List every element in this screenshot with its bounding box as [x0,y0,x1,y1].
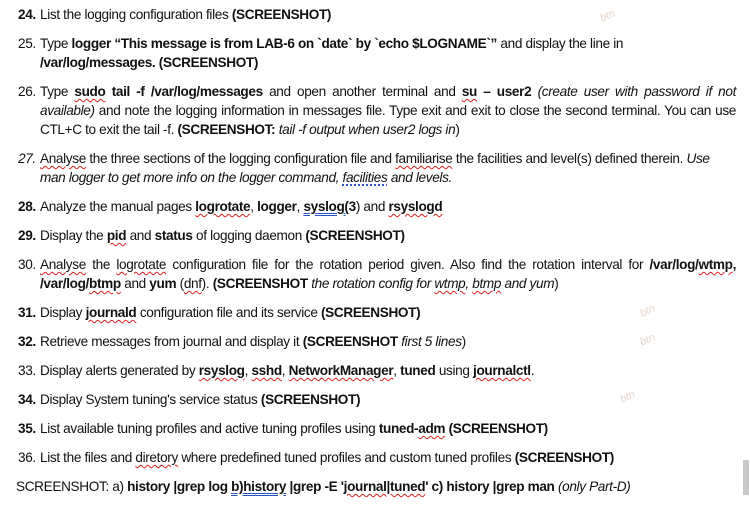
list-item [18,226,736,245]
text-run: using [435,363,474,378]
item-text [40,34,736,72]
list-item [18,332,736,351]
screenshot-footer [16,477,736,496]
misspelled-word: logrotate [195,199,251,214]
item-number: 32. [18,334,36,349]
item-number: 24. [18,7,36,22]
item-text [40,419,736,438]
misspelled-word: journald [85,305,137,320]
text-run: the rotation config for [307,276,435,291]
text-run: and [126,228,155,243]
text-run: logger “This message is from LAB-6 on `date` by `echo $LOGNAME`” [71,36,497,51]
watermark: btn [638,331,658,349]
text-run: ' c) history |grep man [425,479,558,494]
misspelled-word: NetworkManager [288,363,394,378]
text-run: tail -f /var/log/messages [105,84,263,99]
text-run: ) and [355,199,389,214]
text-run: Display the [40,228,107,243]
text-run: , [244,363,252,378]
misspelled-word: journal|tuned [343,479,426,494]
list-item [18,390,736,409]
text-run: syslog( [303,199,349,214]
text-run: status [154,228,193,243]
item-number: 29. [18,228,36,243]
text-run: ) [554,276,559,291]
text-run: and display the line in [497,36,624,51]
text-run: Display alerts generated by [40,363,199,378]
text-run: and note the logging information in messages file. Type exit and exit to close the second terminal. You can use CTL+C to exit the tail -f. [40,103,736,137]
text-run: Retrieve messages from journal and display it [40,334,303,349]
text-run: ). [201,276,213,291]
text-run: and levels. [387,170,452,185]
text-run: Type [40,36,72,51]
misspelled-word: wtmp [434,276,466,291]
text-run: , /var/log/ [40,257,736,291]
text-run: b)history [231,479,287,494]
text-run: (SCREENSHOT: [177,122,276,137]
watermark: btn [638,302,658,320]
misspelled-word: wtmp [698,257,733,272]
item-number: 25. [18,36,36,51]
text-run: SCREENSHOT: a) [16,479,128,494]
misspelled-word: Analyse [40,257,86,272]
misspelled-word: sudo [74,84,106,99]
text-run: ) [455,122,460,137]
misspelled-word: pid [106,228,127,243]
text-run: ( [176,276,184,291]
item-number: 33. [18,363,36,378]
item-number: 30. [18,257,36,272]
text-run: (create user with password if not available) [40,84,737,118]
item-text [40,361,736,380]
text-run: List the files and [40,450,136,465]
list-item [18,361,736,380]
item-text [40,5,736,24]
text-run: (SCREENSHOT [212,276,308,291]
item-number: 36. [18,450,36,465]
misspelled-word: dnf [183,276,202,291]
misspelled-word: btmp [88,276,121,291]
misspelled-word: sshd [251,363,282,378]
text-run: (SCREENSHOT) [448,421,548,436]
list-item [18,419,736,438]
list-item [18,149,736,187]
text-run: (only Part-D) [557,479,631,494]
text-run: /var/log/ [649,257,699,272]
text-run: configuration file and its service [136,305,321,320]
misspelled-word: rsyslog [198,363,245,378]
text-run: first 5 lines [397,334,462,349]
text-run: yum [149,276,177,291]
item-text [40,197,736,216]
text-run: Display System tuning's service status [40,392,261,407]
item-number: 27. [18,151,36,166]
item-number: 31. [18,305,36,320]
text-run: Use man logger to get more info on the logger command, [40,151,710,185]
list-item [18,34,736,72]
item-number: 28. [18,199,36,214]
list-item [18,448,736,467]
item-number: 34. [18,392,36,407]
text-run: , [465,276,473,291]
text-run: tuned- [378,421,419,436]
text-run: and yum [501,276,555,291]
misspelled-word: logrotate [116,257,167,272]
text-run: (SCREENSHOT) [305,228,405,243]
text-run: , [250,199,258,214]
text-run: (SCREENSHOT) [260,392,361,407]
text-run: the facilities and level(s) defined therein. [452,151,687,166]
misspelled-word: journalctl [473,363,531,378]
text-run: (SCREENSHOT) [231,7,332,22]
text-run: (SCREENSHOT) [321,305,421,320]
list-item [18,303,736,322]
text-run: Analyze the manual pages [40,199,196,214]
scrollbar[interactable] [743,460,749,495]
text-run: , [393,363,401,378]
footer-text [16,477,736,496]
misspelled-word: familiarise [395,151,453,166]
misspelled-word: btmp [472,276,502,291]
text-run: |grep -E ' [286,479,344,494]
item-text [40,255,736,293]
list-item [18,5,736,24]
list-item [18,197,736,216]
item-text [40,332,736,351]
text-run: tail -f output when user2 logs in [275,122,456,137]
text-run: /var/log/messages. [40,55,156,70]
text-run: tuned [400,363,436,378]
text-run: facilities [342,170,388,185]
misspelled-word: diretory [135,450,178,465]
document-body [18,5,736,506]
watermark: btn [618,388,638,406]
text-run: logger [257,199,297,214]
text-run: , [281,363,289,378]
misspelled-word: rsyslogd [388,199,443,214]
text-run: , [296,199,304,214]
text-run: (SCREENSHOT [302,334,398,349]
item-text [40,390,736,409]
text-run: configuration file for the rotation period given. Also find the rotation interval for [166,257,650,272]
text-run: where predefined tuned profiles and custom tuned profiles [177,450,515,465]
item-text [40,303,736,322]
text-run: Display [40,305,86,320]
watermark: btn [598,7,618,25]
text-run: history |grep log [127,479,232,494]
list-item [18,255,736,293]
text-run: (SCREENSHOT) [514,450,614,465]
item-text [40,226,736,245]
item-number: 26. [18,84,36,99]
text-run: – user2 [476,84,532,99]
text-run: 3 [348,199,356,214]
misspelled-word: adm [418,421,446,436]
text-run: Type [40,84,75,99]
text-run: and [120,276,150,291]
misspelled-word: Analyse [40,151,86,166]
item-number: 35. [18,421,36,436]
text-run: List the logging configuration files [40,7,232,22]
list-item [18,82,736,139]
text-run: the three sections of the logging configuration file and [85,151,396,166]
text-run: ) [461,334,466,349]
item-text [40,149,736,187]
text-run: . [530,363,535,378]
item-text [40,448,736,467]
item-text [40,82,736,139]
text-run: (SCREENSHOT) [158,55,259,70]
text-run: List available tuning profiles and active tuning profiles using [40,421,379,436]
text-run: and open another terminal and [262,84,462,99]
misspelled-word: su [461,84,477,99]
text-run: of logging daemon [192,228,306,243]
text-run: the [85,257,117,272]
